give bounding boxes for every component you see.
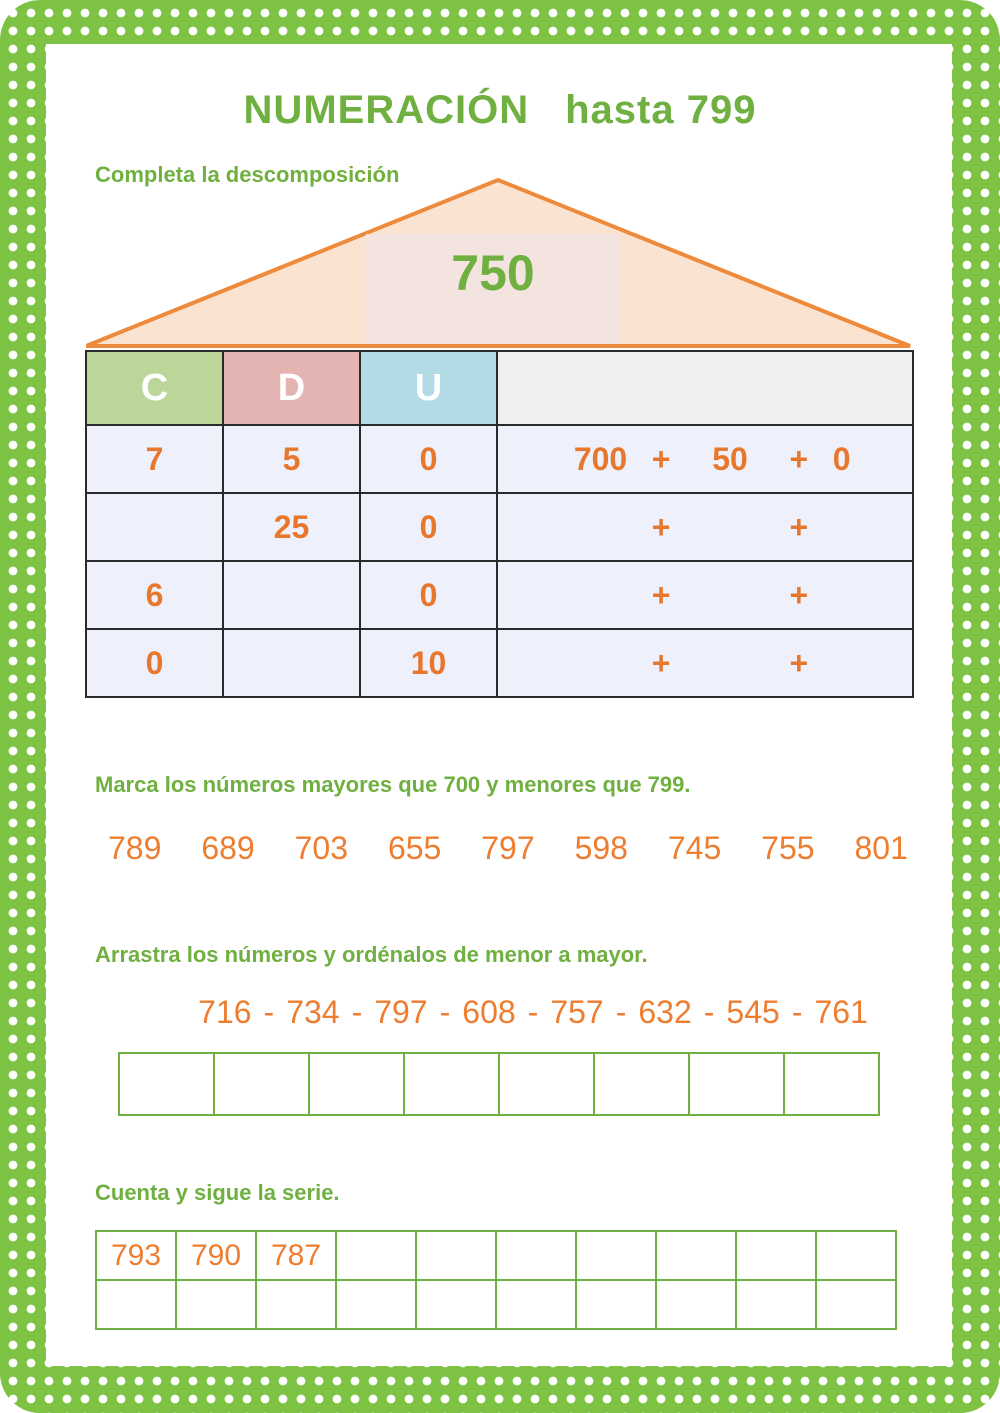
series-input[interactable] <box>816 1231 896 1280</box>
plus-sign: + <box>651 576 671 613</box>
series-given: 787 <box>256 1231 336 1280</box>
series-input[interactable] <box>336 1231 416 1280</box>
series-given: 790 <box>176 1231 256 1280</box>
section4-label: Cuenta y sigue la serie. <box>95 1180 340 1205</box>
cell-d[interactable]: 5 <box>223 425 360 493</box>
series-input[interactable] <box>496 1280 576 1329</box>
sum-units: 0 <box>832 440 851 477</box>
number-choice-list <box>98 830 918 867</box>
dash-separator: - <box>439 994 451 1030</box>
number-option[interactable]: 655 <box>387 830 442 866</box>
dash-separator: - <box>703 994 715 1030</box>
draggable-numbers <box>98 994 968 1031</box>
series-input[interactable] <box>736 1231 816 1280</box>
table-row <box>86 425 913 493</box>
decomposition-table <box>85 350 914 698</box>
cell-d[interactable]: 25 <box>223 493 360 561</box>
cell-u[interactable]: 0 <box>360 493 497 561</box>
series-input[interactable] <box>576 1231 656 1280</box>
number-option[interactable]: 797 <box>481 830 535 866</box>
cell-c[interactable]: 6 <box>86 561 223 629</box>
dash-separator: - <box>527 994 539 1030</box>
section2-label: Marca los números mayores que 700 y menores que 799. <box>95 772 691 797</box>
dash-separator: - <box>351 994 363 1030</box>
series-input[interactable] <box>656 1231 736 1280</box>
drop-box[interactable] <box>120 1054 215 1114</box>
dash-separator: - <box>263 994 275 1030</box>
series-row <box>96 1280 896 1329</box>
table-row <box>86 629 913 697</box>
cell-u[interactable]: 0 <box>360 425 497 493</box>
cell-d[interactable] <box>223 561 360 629</box>
draggable-number[interactable]: 797 <box>374 994 428 1030</box>
draggable-number[interactable]: 608 <box>462 994 516 1030</box>
cell-d[interactable] <box>223 629 360 697</box>
series-input[interactable] <box>496 1231 576 1280</box>
series-input[interactable] <box>736 1280 816 1329</box>
draggable-number[interactable]: 545 <box>726 994 780 1030</box>
series-input[interactable] <box>416 1280 496 1329</box>
series-input[interactable] <box>176 1280 256 1329</box>
number-option[interactable]: 745 <box>667 830 722 866</box>
order-drop-zones <box>118 1052 880 1116</box>
header-u: U <box>360 351 497 425</box>
title-range: hasta 799 <box>565 88 757 132</box>
cell-c[interactable]: 7 <box>86 425 223 493</box>
drop-box[interactable] <box>690 1054 785 1114</box>
section1-label: Completa la descomposición <box>95 162 400 187</box>
header-c: C <box>86 351 223 425</box>
plus-sign: + <box>651 440 671 477</box>
draggable-number[interactable]: 761 <box>814 994 868 1030</box>
cell-u[interactable]: 0 <box>360 561 497 629</box>
table-row <box>86 561 913 629</box>
section3-label: Arrastra los números y ordénalos de menor a mayor. <box>95 942 648 967</box>
series-input[interactable] <box>336 1280 416 1329</box>
drop-box[interactable] <box>595 1054 690 1114</box>
plus-sign: + <box>789 576 809 613</box>
series-input[interactable] <box>576 1280 656 1329</box>
plus-sign: + <box>651 508 671 545</box>
cell-sum[interactable] <box>497 629 913 697</box>
plus-sign: + <box>651 644 671 681</box>
cell-c[interactable] <box>86 493 223 561</box>
series-input[interactable] <box>256 1280 336 1329</box>
table-row <box>86 493 913 561</box>
table-header-row <box>86 351 913 425</box>
cell-c[interactable]: 0 <box>86 629 223 697</box>
drop-box[interactable] <box>215 1054 310 1114</box>
series-input[interactable] <box>656 1280 736 1329</box>
series-grid <box>95 1230 897 1330</box>
cell-sum[interactable] <box>497 425 913 493</box>
header-d: D <box>223 351 360 425</box>
sum-tens: 50 <box>712 440 748 477</box>
draggable-number[interactable]: 757 <box>550 994 604 1030</box>
drop-box[interactable] <box>785 1054 878 1114</box>
number-option[interactable]: 703 <box>294 830 349 866</box>
draggable-number[interactable]: 632 <box>638 994 692 1030</box>
number-option[interactable]: 755 <box>761 830 815 866</box>
drop-box[interactable] <box>405 1054 500 1114</box>
draggable-number[interactable]: 716 <box>198 994 252 1030</box>
plus-sign: + <box>789 644 809 681</box>
number-option[interactable]: 598 <box>574 830 628 866</box>
title-main: NUMERACIÓN <box>243 88 530 132</box>
series-row <box>96 1231 896 1280</box>
plus-sign: + <box>789 440 809 477</box>
plus-sign: + <box>789 508 809 545</box>
target-number: 750 <box>366 234 620 344</box>
page-title <box>0 88 1000 133</box>
number-option[interactable]: 801 <box>854 830 908 866</box>
dash-separator: - <box>615 994 627 1030</box>
cell-sum[interactable] <box>497 561 913 629</box>
cell-u[interactable]: 10 <box>360 629 497 697</box>
drop-box[interactable] <box>310 1054 405 1114</box>
number-option[interactable]: 789 <box>108 830 162 866</box>
series-input[interactable] <box>416 1231 496 1280</box>
cell-sum[interactable] <box>497 493 913 561</box>
series-given: 793 <box>96 1231 176 1280</box>
draggable-number[interactable]: 734 <box>286 994 340 1030</box>
number-option[interactable]: 689 <box>201 830 255 866</box>
header-sum <box>497 351 913 425</box>
dash-separator: - <box>791 994 803 1030</box>
series-input[interactable] <box>816 1280 896 1329</box>
sum-hundreds: 700 <box>573 440 628 477</box>
series-input[interactable] <box>96 1280 176 1329</box>
drop-box[interactable] <box>500 1054 595 1114</box>
